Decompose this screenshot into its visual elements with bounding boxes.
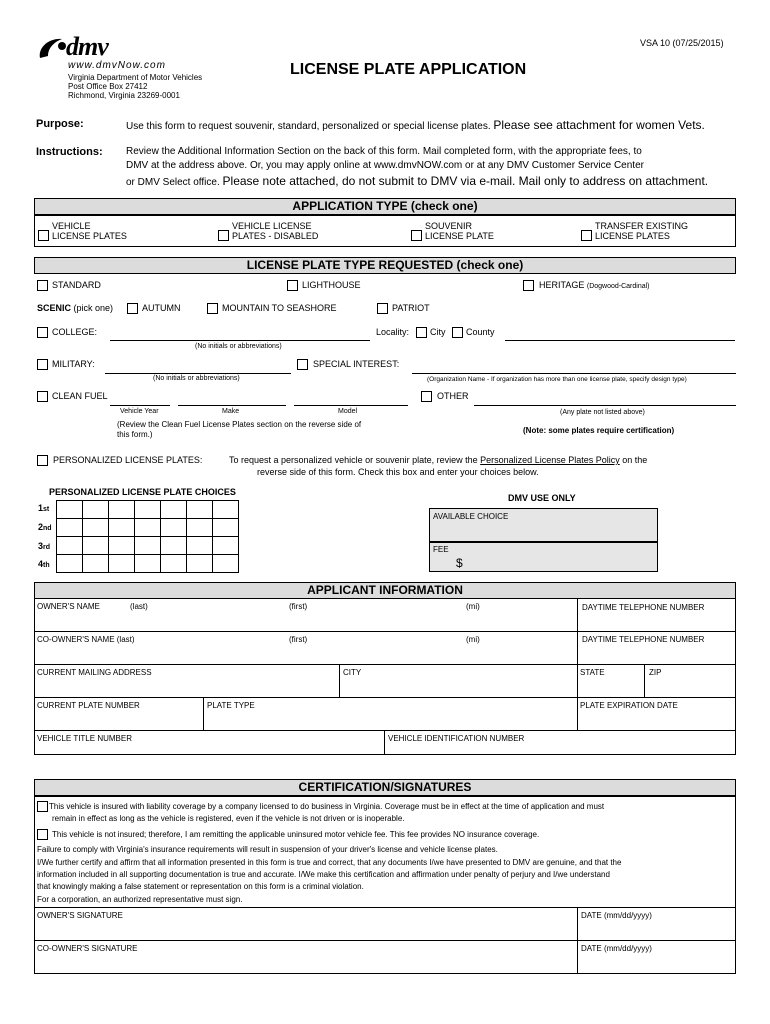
coowner-phone-field[interactable]: DAYTIME TELEPHONE NUMBER	[582, 635, 705, 644]
fee-label: FEE	[433, 545, 449, 554]
locality-input[interactable]	[505, 340, 735, 341]
choice-row-4-label: 4th	[38, 559, 50, 569]
instructions-line1: Review the Additional Information Section on the back of this form. Mail completed form, with the appropriate fees, to	[126, 146, 642, 157]
coowner-first-hint: (first)	[289, 635, 308, 644]
autumn-checkbox[interactable]	[127, 303, 138, 314]
military-input[interactable]	[105, 373, 291, 374]
choice-2-char-2[interactable]	[82, 518, 109, 537]
form-id: VSA 10 (07/25/2015)	[640, 38, 724, 48]
uninsured-checkbox[interactable]	[37, 829, 48, 840]
agency-po-box: Post Office Box 27412	[68, 82, 148, 91]
special-interest-checkbox[interactable]	[297, 359, 308, 370]
available-choice-label: AVAILABLE CHOICE	[433, 512, 509, 521]
app-type-vehicle-checkbox[interactable]	[38, 230, 49, 241]
owner-name-field[interactable]: OWNER'S NAME	[37, 602, 100, 611]
agency-city: Richmond, Virginia 23269-0001	[68, 91, 180, 100]
purpose-text: Use this form to request souvenir, standard, personalized or special license plates. Please see attachment for women Vets.	[126, 118, 705, 132]
instructions-note: Please note attached, do not submit to DMV via e-mail. Mail only to address on attachment.	[222, 174, 709, 188]
choice-4-char-3[interactable]	[108, 554, 135, 573]
choice-3-char-4[interactable]	[134, 536, 161, 555]
purpose-label: Purpose:	[36, 118, 84, 130]
certification-note: (Note: some plates require certification)	[523, 426, 675, 435]
app-type-disabled-checkbox[interactable]	[218, 230, 229, 241]
military-hint: (No initials or abbreviations)	[153, 375, 240, 382]
application-type-heading: APPLICATION TYPE (check one)	[34, 198, 736, 215]
patriot-checkbox[interactable]	[377, 303, 388, 314]
certify-text-2: information included in all supporting documentation is true and accurate. I/We make this certification and affirmation under penalty of perjury and I/we understand	[37, 870, 610, 879]
choice-2-char-4[interactable]	[134, 518, 161, 537]
corporation-text: For a corporation, an authorized representative must sign.	[37, 895, 243, 904]
clean-fuel-note-1: (Review the Clean Fuel License Plates section on the reverse side of	[117, 420, 362, 429]
state-field[interactable]: STATE	[580, 668, 605, 677]
clean-fuel-checkbox[interactable]	[37, 391, 48, 402]
insured-text-1: This vehicle is insured with liability coverage by a company licensed to do business in Virginia. Coverage must be in effect at the time of application and must	[49, 802, 605, 811]
choice-1-char-2[interactable]	[82, 500, 109, 519]
lighthouse-label: LIGHTHOUSE	[302, 280, 361, 290]
choice-4-char-1[interactable]	[56, 554, 83, 573]
college-checkbox[interactable]	[37, 327, 48, 338]
owner-phone-field[interactable]: DAYTIME TELEPHONE NUMBER	[582, 603, 705, 612]
plate-type-field[interactable]: PLATE TYPE	[207, 701, 255, 710]
choice-2-char-3[interactable]	[108, 518, 135, 537]
choice-3-char-6[interactable]	[186, 536, 213, 555]
autumn-label: AUTUMN	[142, 303, 181, 313]
choice-2-char-6[interactable]	[186, 518, 213, 537]
personalized-label: PERSONALIZED LICENSE PLATES:	[53, 455, 203, 465]
owner-signature-field[interactable]: OWNER'S SIGNATURE	[37, 911, 123, 920]
military-label: MILITARY:	[52, 359, 95, 369]
county-checkbox[interactable]	[452, 327, 463, 338]
choice-3-char-7[interactable]	[212, 536, 239, 555]
choice-row-2-label: 2nd	[38, 522, 52, 532]
coowner-mi-hint: (mi)	[466, 635, 480, 644]
lighthouse-checkbox[interactable]	[287, 280, 298, 291]
special-interest-label: SPECIAL INTEREST:	[313, 359, 400, 369]
fee-dollar: $	[456, 556, 463, 570]
owner-signature-date-field[interactable]: DATE (mm/dd/yyyy)	[581, 911, 652, 920]
choice-row-1-label: 1st	[38, 503, 50, 513]
page-title: LICENSE PLATE APPLICATION	[290, 61, 527, 78]
insured-text-2: remain in effect as long as the vehicle is registered, even if the vehicle is not driven or is inoperable.	[52, 814, 405, 823]
dmv-use-only-heading: DMV USE ONLY	[508, 493, 576, 503]
insured-checkbox[interactable]	[37, 801, 48, 812]
special-interest-hint: (Organization Name - If organization has more than one license plate, specify design type)	[427, 376, 687, 383]
special-interest-input[interactable]	[412, 373, 736, 374]
choice-2-char-1[interactable]	[56, 518, 83, 537]
military-checkbox[interactable]	[37, 359, 48, 370]
mountain-label: MOUNTAIN TO SEASHORE	[222, 303, 337, 313]
instructions-label: Instructions:	[36, 146, 103, 158]
plate-number-field[interactable]: CURRENT PLATE NUMBER	[37, 701, 140, 710]
agency-name: Virginia Department of Motor Vehicles	[68, 73, 203, 82]
choice-4-char-2[interactable]	[82, 554, 109, 573]
clean-fuel-label: CLEAN FUEL	[52, 391, 108, 401]
choice-1-char-7[interactable]	[212, 500, 239, 519]
dmv-logo	[36, 32, 216, 71]
logo-text: dmv	[66, 32, 108, 61]
personalized-checkbox[interactable]	[37, 455, 48, 466]
choice-2-char-7[interactable]	[212, 518, 239, 537]
mountain-checkbox[interactable]	[207, 303, 218, 314]
coowner-signature-date-field[interactable]: DATE (mm/dd/yyyy)	[581, 944, 652, 953]
uninsured-text: This vehicle is not insured; therefore, I am remitting the applicable uninsured motor vehicle fee. This fee provides NO insurance coverage.	[52, 830, 540, 839]
failure-text: Failure to comply with Virginia's insurance requirements will result in suspension of your driver's license and vehicle license plates.	[37, 845, 498, 854]
title-number-field[interactable]: VEHICLE TITLE NUMBER	[37, 734, 132, 743]
scenic-label: SCENIC (pick one)	[37, 303, 114, 313]
city-label: City	[430, 327, 446, 337]
choice-4-char-4[interactable]	[134, 554, 161, 573]
plate-expiration-field[interactable]: PLATE EXPIRATION DATE	[580, 701, 678, 710]
choice-3-char-5[interactable]	[160, 536, 187, 555]
vehicle-year-input[interactable]	[110, 405, 170, 406]
mailing-address-field[interactable]: CURRENT MAILING ADDRESS	[37, 668, 152, 677]
logo-site: www.dmvNow.com	[68, 60, 166, 71]
certification-heading: CERTIFICATION/SIGNATURES	[34, 779, 736, 796]
standard-label: STANDARD	[52, 280, 101, 290]
standard-checkbox[interactable]	[37, 280, 48, 291]
choice-4-char-5[interactable]	[160, 554, 187, 573]
model-input[interactable]	[294, 405, 408, 406]
choice-1-char-4[interactable]	[134, 500, 161, 519]
applicant-heading: APPLICANT INFORMATION	[34, 582, 736, 599]
certify-text-1: I/We further certify and affirm that all information presented in this form is true and correct, that any documents I/we have presented to DMV are genuine, and that the	[37, 858, 622, 867]
college-label: COLLEGE:	[52, 327, 98, 337]
county-label: County	[466, 327, 495, 337]
patriot-label: PATRIOT	[392, 303, 430, 313]
heritage-label: HERITAGE (Dogwood-Cardinal)	[539, 280, 650, 290]
instructions-line3: or DMV Select office. Please note attached, do not submit to DMV via e-mail. Mail only to address on attachment.	[126, 174, 709, 188]
vin-field[interactable]: VEHICLE IDENTIFICATION NUMBER	[388, 734, 525, 743]
fee-box	[429, 542, 658, 572]
choice-1-char-1[interactable]	[56, 500, 83, 519]
heritage-checkbox[interactable]	[523, 280, 534, 291]
choice-3-char-3[interactable]	[108, 536, 135, 555]
other-label: OTHER	[437, 391, 469, 401]
city-checkbox[interactable]	[416, 327, 427, 338]
purpose-note: Please see attachment for women Vets.	[493, 118, 705, 132]
owner-first-hint: (first)	[289, 602, 308, 611]
city-field[interactable]: CITY	[343, 668, 362, 677]
locality-label: Locality:	[376, 327, 410, 337]
instructions-line2: DMV at the address above. Or, you may apply online at www.dmvNOW.com or at any DMV Customer Service Center	[126, 160, 644, 171]
choice-4-char-7[interactable]	[212, 554, 239, 573]
personalized-policy-link[interactable]: Personalized License Plates Policy	[480, 455, 620, 465]
choices-heading: PERSONALIZED LICENSE PLATE CHOICES	[49, 487, 236, 497]
app-type-vehicle-label: VEHICLE LICENSE PLATES	[52, 221, 127, 241]
make-hint: Make	[222, 408, 240, 415]
college-hint: (No initials or abbreviations)	[195, 343, 282, 350]
app-type-transfer-label: TRANSFER EXISTING LICENSE PLATES	[595, 221, 689, 241]
choice-1-char-6[interactable]	[186, 500, 213, 519]
choice-3-char-1[interactable]	[56, 536, 83, 555]
owner-mi-hint: (mi)	[466, 602, 480, 611]
app-type-transfer-checkbox[interactable]	[581, 230, 592, 241]
owner-last-hint: (last)	[130, 602, 148, 611]
choice-row-3-label: 3rd	[38, 541, 51, 551]
model-hint: Model	[338, 408, 358, 415]
zip-field[interactable]: ZIP	[649, 668, 662, 677]
choice-1-char-5[interactable]	[160, 500, 187, 519]
app-type-souvenir-checkbox[interactable]	[411, 230, 422, 241]
vehicle-year-hint: Vehicle Year	[120, 408, 159, 415]
coowner-signature-field[interactable]: CO-OWNER'S SIGNATURE	[37, 944, 138, 953]
other-checkbox[interactable]	[421, 391, 432, 402]
make-input[interactable]	[178, 405, 286, 406]
dmv-swoosh-icon	[36, 36, 70, 64]
coowner-name-field[interactable]: CO-OWNER'S NAME (last)	[37, 635, 135, 644]
personalized-text-1: To request a personalized vehicle or souvenir plate, review the Personalized License Plates Policy on the	[229, 455, 648, 465]
choice-4-char-6[interactable]	[186, 554, 213, 573]
certify-text-3: that knowingly making a false statement or representation on this form is a criminal violation.	[37, 882, 364, 891]
other-hint: (Any plate not listed above)	[560, 409, 645, 416]
personalized-text-2: reverse side of this form. Check this box and enter your choices below.	[257, 467, 539, 477]
college-input[interactable]	[110, 340, 370, 341]
choice-1-char-3[interactable]	[108, 500, 135, 519]
choice-2-char-5[interactable]	[160, 518, 187, 537]
other-input[interactable]	[474, 405, 736, 406]
app-type-souvenir-label: SOUVENIR LICENSE PLATE	[425, 221, 494, 241]
clean-fuel-note-2: this form.)	[117, 430, 153, 439]
plate-type-heading: LICENSE PLATE TYPE REQUESTED (check one)	[34, 257, 736, 274]
app-type-disabled-label: VEHICLE LICENSE PLATES - DISABLED	[232, 221, 319, 241]
choice-3-char-2[interactable]	[82, 536, 109, 555]
